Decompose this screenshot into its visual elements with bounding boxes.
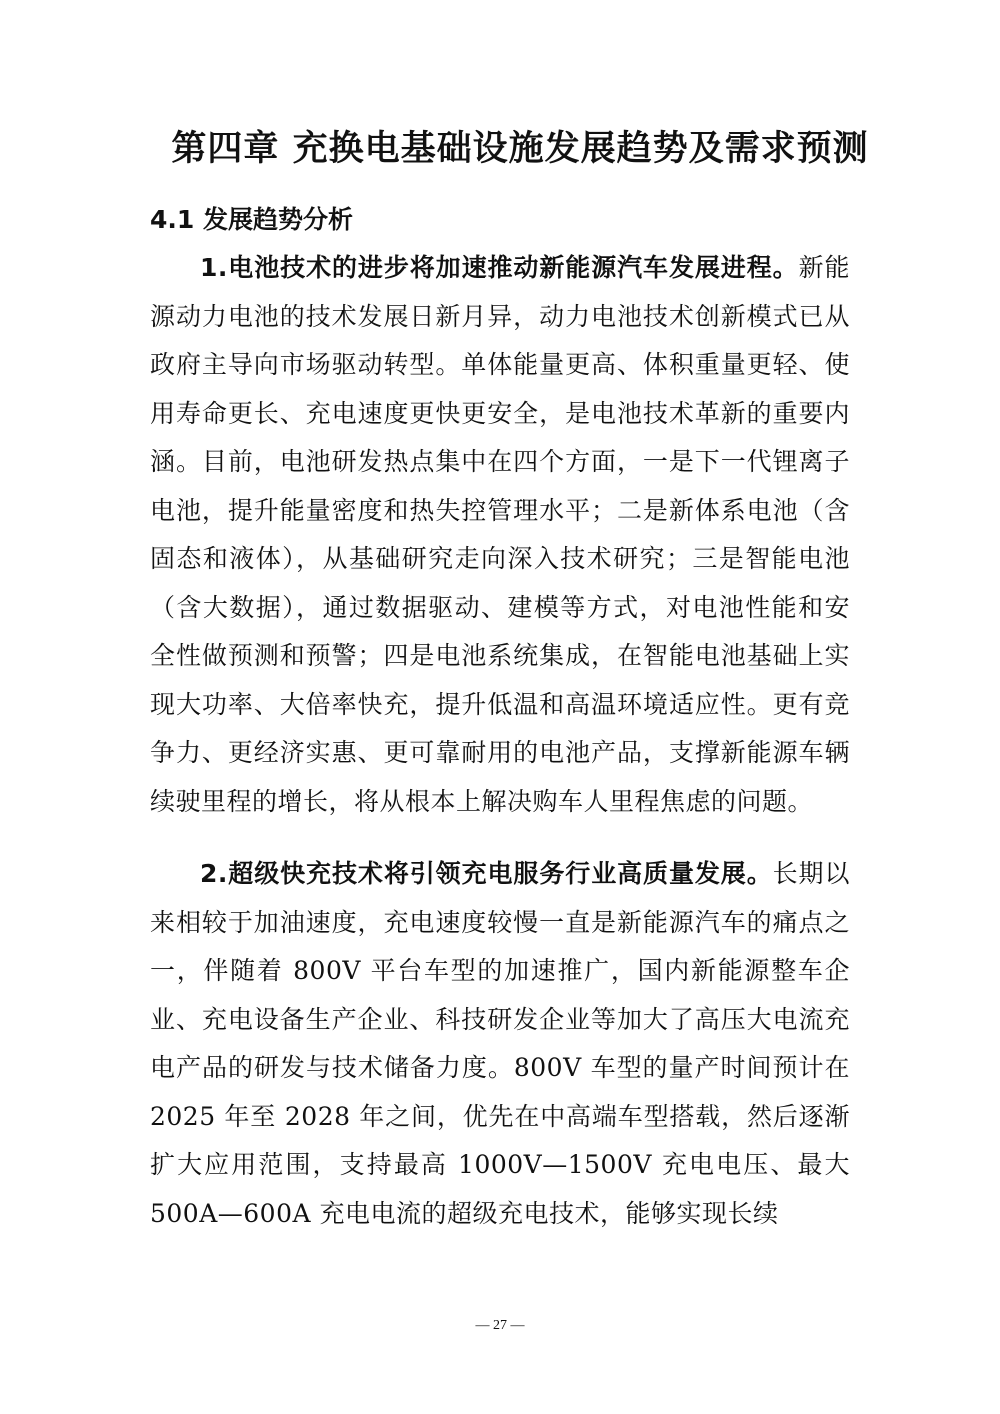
paragraph-body: 长期以来相较于加油速度，充电速度较慢一直是新能源汽车的痛点之一，伴随着 800V 平台车型的加速推广，国内新能源整车企业、充电设备生产企业、科技研发企业等加大了高压大电流充电产品的研发与技术储备力度。800V 车型的量产时间预计在 2025 年至 2028 年之间，优先在中高端车型搭载，然后逐渐扩大应用范围，支持最高 1000V—1500V 充电电压、最大 500A—600A 充电电流的超级充电技术，能够实现长续 bbox=[150, 859, 850, 1228]
paragraph-lead: 1.电池技术的进步将加速推动新能源汽车发展进程。 bbox=[200, 253, 799, 282]
paragraph-body: 新能源动力电池的技术发展日新月异，动力电池技术创新模式已从政府主导向市场驱动转型。单体能量更高、体积重量更轻、使用寿命更长、充电速度更快更安全，是电池技术革新的重要内涵。目前，电池研发热点集中在四个方面，一是下一代锂离子电池，提升能量密度和热失控管理水平；二是新体系电池（含固态和液体），从基础研究走向深入技术研究；三是智能电池（含大数据），通过数据驱动、建模等方式，对电池性能和安全性做预测和预警；四是电池系统集成，在智能电池基础上实现大功率、大倍率快充，提升低温和高温环境适应性。更有竞争力、更经济实惠、更可靠耐用的电池产品，支撑新能源车辆续驶里程的增长，将从根本上解决购车人里程焦虑的问题。 bbox=[150, 253, 850, 816]
paragraph-super-fast-charging bbox=[150, 850, 850, 1238]
paragraph-battery-technology bbox=[150, 244, 850, 826]
chapter-title: 第四章 充换电基础设施发展趋势及需求预测 bbox=[171, 129, 869, 169]
section-title: 4.1 发展趋势分析 bbox=[150, 205, 353, 234]
paragraph-lead: 2.超级快充技术将引领充电服务行业高质量发展。 bbox=[200, 859, 773, 888]
page-number: — 27 — bbox=[475, 1318, 525, 1333]
